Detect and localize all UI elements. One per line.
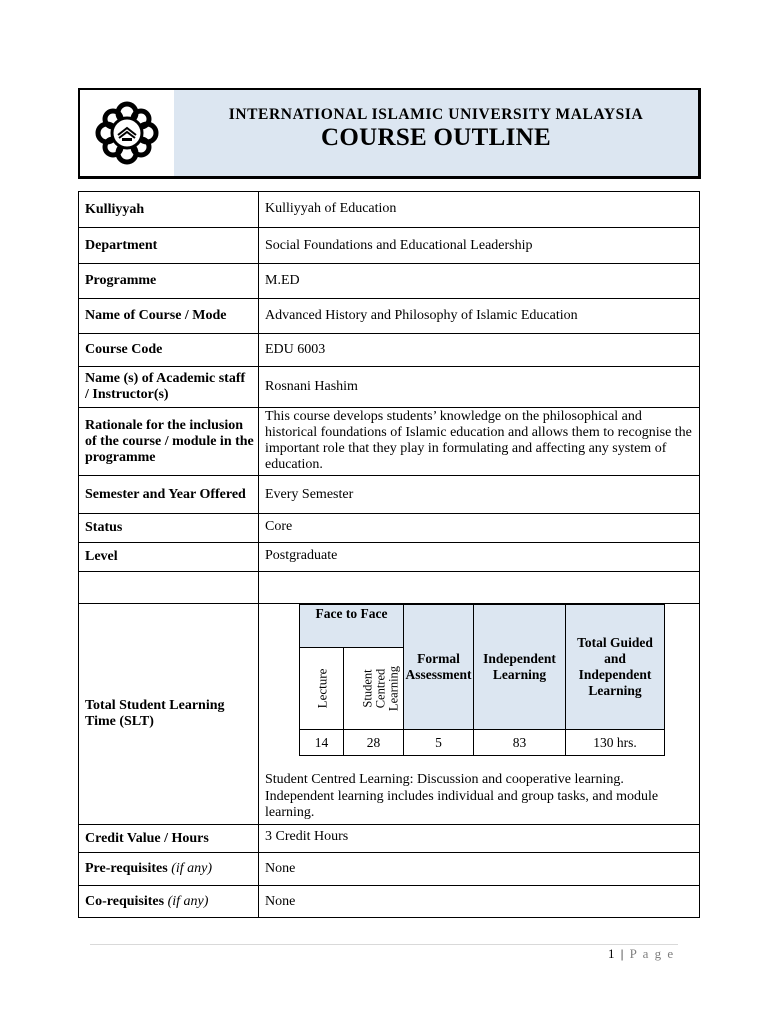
row-programme [79,264,700,299]
row-instructor [79,367,700,408]
row-course-code [79,334,700,367]
level-value: Postgraduate [259,543,700,572]
rationale-value: This course develops students’ knowledge on the philosophical and historical foundations of Islamic education and allows them to recognise the important role that they play in formulating and affecting any system of education. [259,408,700,476]
independent-learning-value: 83 [474,730,566,756]
footer-divider [90,944,678,945]
slt-container [265,604,699,824]
programme-label: Programme [79,264,259,299]
coreq-value: None [259,886,700,918]
row-empty [79,572,700,604]
empty-cell [79,572,259,604]
header-box [78,88,701,179]
status-label: Status [79,514,259,543]
row-level [79,543,700,572]
formal-assessment-value: 5 [404,730,474,756]
row-status [79,514,700,543]
university-crest-icon [89,95,165,171]
coreq-label [79,886,259,918]
course-name-label: Name of Course / Mode [79,299,259,334]
row-slt [79,604,700,825]
rationale-label: Rationale for the inclusion of the course / module in the programme [79,408,259,476]
instructor-value: Rosnani Hashim [259,367,700,408]
course-code-value: EDU 6003 [259,334,700,367]
row-course-name [79,299,700,334]
instructor-label: Name (s) of Academic staff / Instructor(s) [79,367,259,408]
course-name-value: Advanced History and Philosophy of Islamic Education [259,299,700,334]
row-prereq [79,853,700,886]
department-label: Department [79,228,259,264]
level-label: Level [79,543,259,572]
lecture-header-text: Lecture [313,668,329,708]
lecture-value: 14 [300,730,344,756]
lecture-header [300,648,344,730]
page-separator: | [620,946,625,961]
header-title-area [174,90,698,176]
row-rationale [79,408,700,476]
row-kulliyyah [79,192,700,228]
semester-value: Every Semester [259,476,700,514]
formal-assessment-header: Formal Assessment [404,605,474,730]
department-value: Social Foundations and Educational Leadership [259,228,700,264]
page-number-value: 1 [608,946,616,961]
status-value: Core [259,514,700,543]
page-word: P a g e [629,946,675,961]
prereq-label [79,853,259,886]
kulliyyah-value: Kulliyyah of Education [259,192,700,228]
prereq-value: None [259,853,700,886]
total-value: 130 hrs. [566,730,665,756]
iium-logo [80,90,174,176]
student-centred-header-text: Student Centred Learning [360,665,401,711]
coreq-label-note: (if any) [167,893,209,909]
credit-value: 3 Credit Hours [259,825,700,853]
student-centred-value: 28 [344,730,404,756]
course-info-table [78,191,700,918]
row-coreq [79,886,700,918]
credit-label: Credit Value / Hours [79,825,259,853]
row-semester [79,476,700,514]
slt-label: Total Student Learning Time (SLT) [79,604,259,825]
row-department [79,228,700,264]
coreq-label-text: Co-requisites [85,893,165,909]
student-centred-header [344,648,404,730]
prereq-label-note: (if any) [171,861,213,876]
independent-learning-header: Independent Learning [474,605,566,730]
page-number [608,946,675,962]
kulliyyah-label: Kulliyyah [79,192,259,228]
programme-value: M.ED [259,264,700,299]
empty-cell [259,572,700,604]
semester-label: Semester and Year Offered [79,476,259,514]
prereq-label-text: Pre-requisites [85,861,168,876]
course-code-label: Course Code [79,334,259,367]
slt-note: Student Centred Learning: Discussion and cooperative learning. Independent learning includes individual and group tasks, and module learning. [265,772,659,820]
row-credit [79,825,700,853]
face-to-face-header: Face to Face [300,605,404,648]
slt-cell [259,604,700,825]
document-title: COURSE OUTLINE [321,124,551,151]
slt-table [299,604,665,756]
total-learning-header: Total Guided and Independent Learning [566,605,665,730]
university-name: INTERNATIONAL ISLAMIC UNIVERSITY MALAYSIA [228,106,644,123]
